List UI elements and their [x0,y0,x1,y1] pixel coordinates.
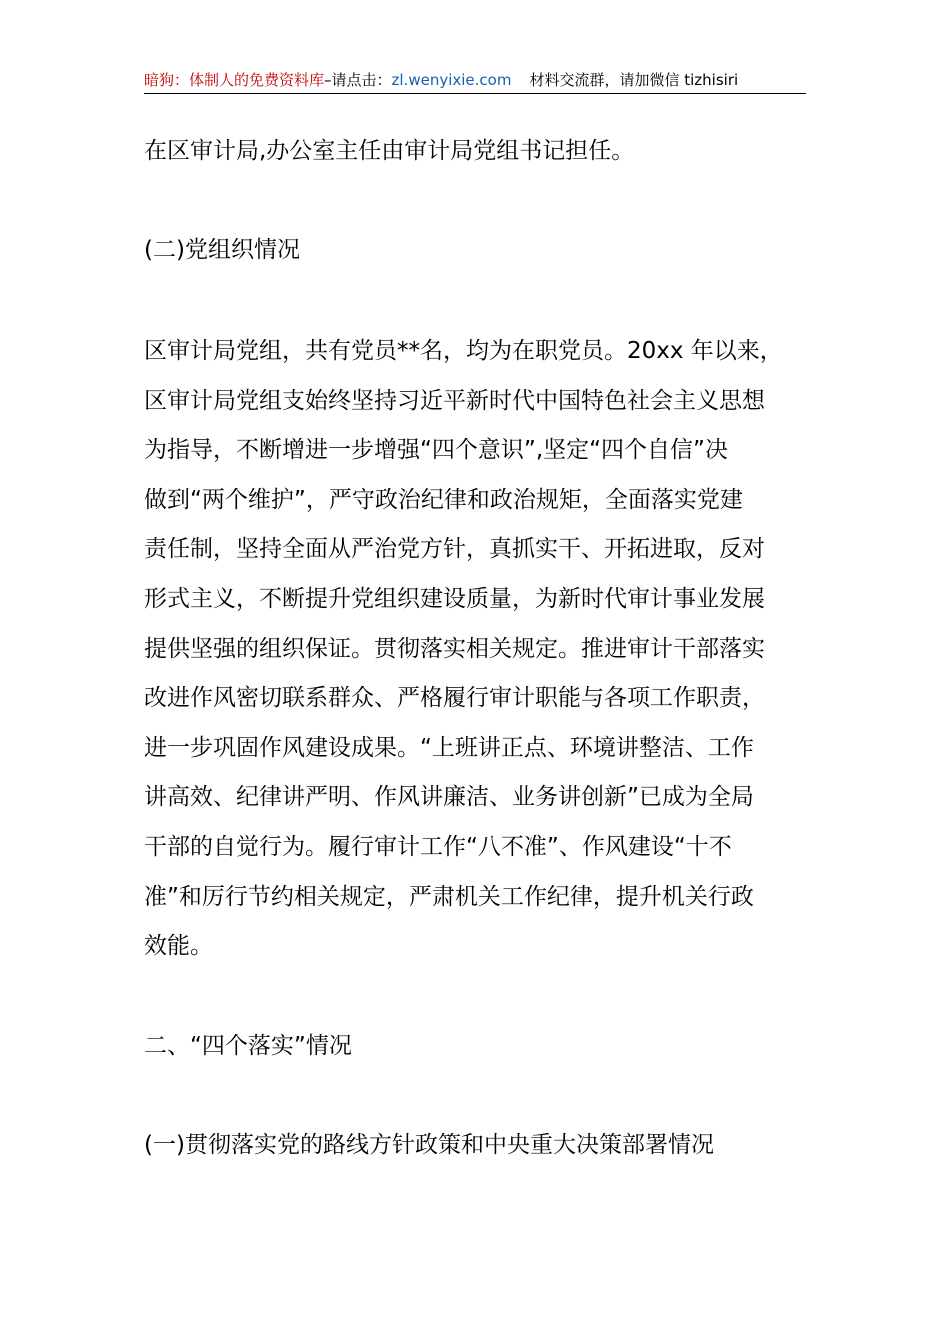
header-site-name: 暗狗：体制人的免费资料库 [144,71,325,89]
text-line: 干部的自觉行为。履行审计工作“八不准”、作风建设“十不 [144,833,732,860]
paragraph-party-group [144,327,806,972]
text-line: 提供坚强的组织保证。贯彻落实相关规定。推进审计干部落实 [144,635,765,662]
text-line: 二、“四个落实”情况 [144,1033,352,1059]
text-line: 责任制，坚持全面从严治党方针，真抓实干、开拓进取，反对 [144,536,765,563]
text-line: 准”和厉行节约相关规定，严肃机关工作纪律，提升机关行政 [144,883,754,910]
paragraph-office-director [144,127,806,177]
text-line: 形式主义，不断提升党组织建设质量，为新时代审计事业发展 [144,585,765,612]
text-line: (一)贯彻落实党的路线方针政策和中央重大决策部署情况 [144,1132,714,1158]
header-divider [144,93,806,94]
text-line: 在区审计局,办公室主任由审计局党组书记担任。 [144,138,635,164]
text-line: 区审计局党组，共有党员**名，均为在职党员。20xx 年以来， [144,338,783,364]
text-line: 做到“两个维护”，严守政治纪律和政治规矩，全面落实党建 [144,486,743,513]
text-line: (二)党组织情况 [144,237,300,263]
text-line: 区审计局党组支始终坚持习近平新时代中国特色社会主义思想 [144,387,765,414]
header-contact: 材料交流群，请加微信 tizhisiri [529,71,739,89]
text-line: 进一步巩固作风建设成果。“上班讲正点、环境讲整洁、工作 [144,734,754,761]
text-line: 讲高效、纪律讲严明、作风讲廉洁、业务讲创新”已成为全局 [144,784,754,811]
text-line: 为指导，不断增进一步增强“四个意识”,坚定“四个自信”决 [144,437,728,464]
header-prompt: –请点击： [324,71,392,89]
text-line: 效能。 [144,933,213,960]
section-heading-four-implementations [144,1022,806,1072]
section-heading-party-organization [144,226,806,276]
page-header [144,70,806,94]
subsection-heading-policy-implementation [144,1121,806,1171]
header-link[interactable]: zl.wenyixie.com [391,71,512,89]
text-line: 改进作风密切联系群众、严格履行审计职能与各项工作职责， [144,685,765,712]
